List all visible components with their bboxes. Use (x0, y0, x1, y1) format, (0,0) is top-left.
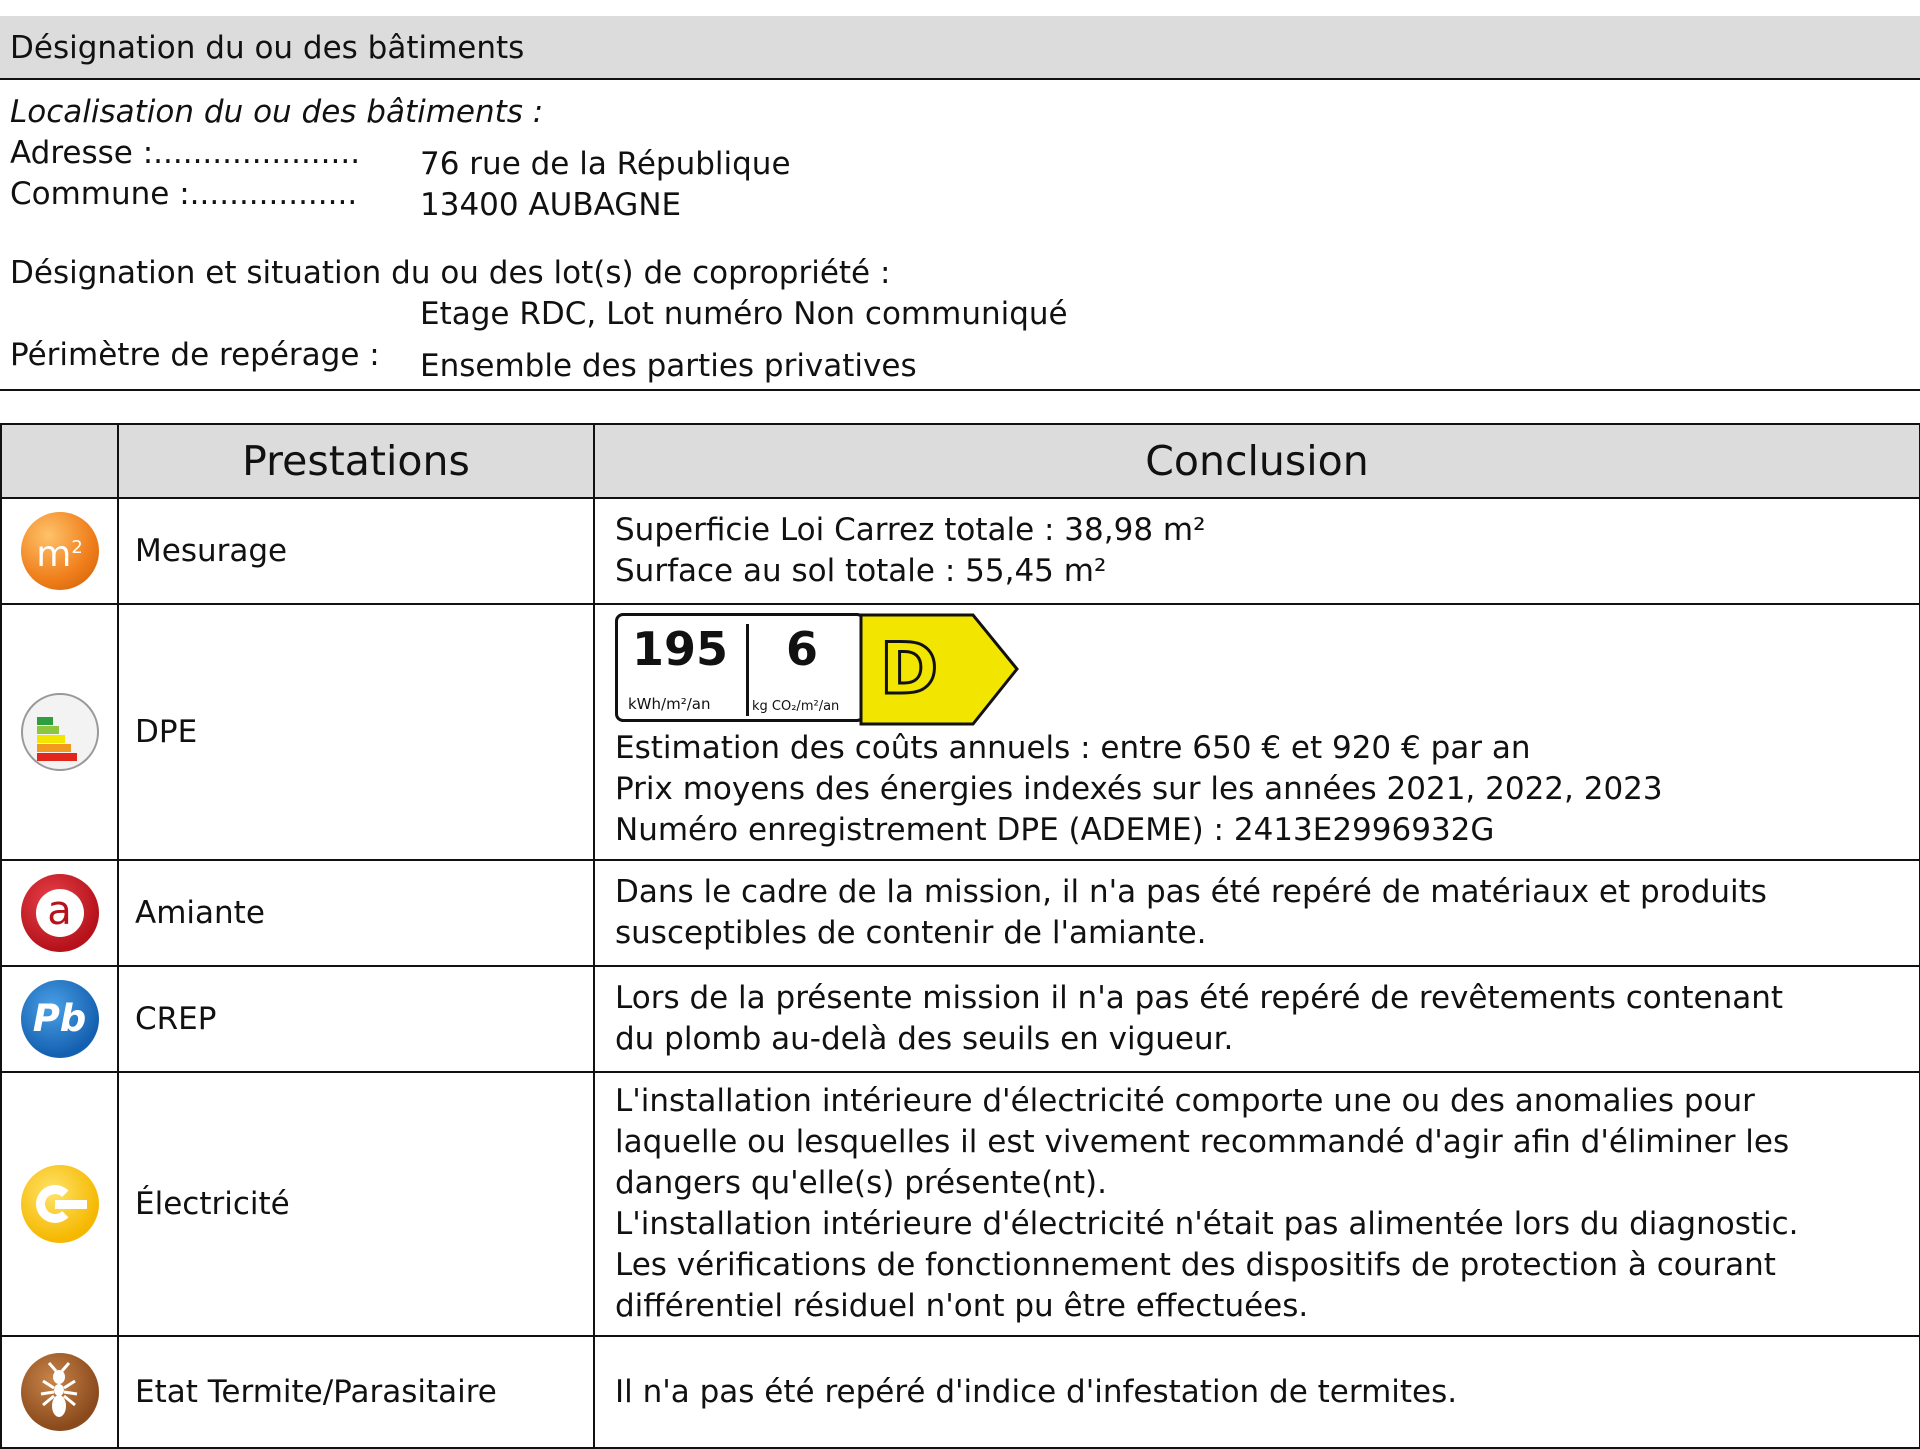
prestation-label: Électricité (118, 1072, 594, 1336)
commune-row (10, 174, 1068, 223)
table-header-row (1, 424, 1920, 498)
conclusion-cell (594, 1336, 1920, 1448)
conclusion-header: Conclusion (594, 424, 1920, 498)
conclusion-line: Superficie Loi Carrez totale : 38,98 m² (615, 512, 1206, 548)
conclusion-line: du plomb au-delà des seuils en vigueur. (615, 1021, 1234, 1057)
lead-icon: Pb (21, 980, 99, 1058)
conclusion-line: Lors de la présente mission il n'a pas été repéré de revêtements contenant (615, 980, 1784, 1016)
icon-column-header (1, 424, 118, 498)
prestations-header: Prestations (118, 424, 594, 498)
table-row (1, 966, 1920, 1072)
address-value: 76 rue de la République (420, 146, 791, 182)
conclusion-line: L'installation intérieure d'électricité comporte une ou des anomalies pour (615, 1083, 1755, 1119)
table-row (1, 498, 1920, 604)
conclusion-cell (594, 860, 1920, 966)
conclusion-cell (594, 604, 1920, 860)
lots-label: Désignation et situation du ou des lot(s) de copropriété : (10, 255, 891, 291)
perimeter-row (10, 335, 1068, 384)
conclusion-line: dangers qu'elle(s) présente(nt). (615, 1165, 1107, 1201)
energy-label-icon (21, 693, 99, 771)
conclusion-line: Il n'a pas été repéré d'indice d'infestation de termites. (615, 1373, 1458, 1410)
energy-class-letter: D (879, 628, 939, 710)
table-row (1, 1072, 1920, 1336)
electricity-plug-icon (21, 1165, 99, 1243)
location-heading: Localisation du ou des bâtiments : (10, 94, 544, 130)
prestation-label: Amiante (118, 860, 594, 966)
energy-consumption-value: 195 (632, 622, 729, 676)
conclusion-cell (594, 498, 1920, 604)
conclusion-line: L'installation intérieure d'électricité n'était pas alimentée lors du diagnostic. (615, 1206, 1799, 1242)
conclusion-cell (594, 966, 1920, 1072)
lots-value: Etage RDC, Lot numéro Non communiqué (420, 296, 1068, 332)
conclusion-line: différentiel résiduel n'ont pu être effectuées. (615, 1288, 1309, 1324)
address-row (10, 133, 1068, 182)
conclusion-line: laquelle ou lesquelles il est vivement recommandé d'agir afin d'éliminer les (615, 1124, 1790, 1160)
conclusion-line: Estimation des coûts annuels : entre 650 € et 920 € par an (615, 730, 1531, 766)
address-label: Adresse :..................... (10, 135, 361, 171)
conclusion-cell (594, 1072, 1920, 1336)
energy-class-badge (859, 613, 1021, 726)
prestation-label: CREP (118, 966, 594, 1072)
conclusion-line: Prix moyens des énergies indexés sur les années 2021, 2022, 2023 (615, 771, 1663, 807)
commune-label: Commune :................. (10, 176, 358, 212)
table-row (1, 1336, 1920, 1448)
dpe-label (615, 613, 1027, 726)
conclusion-line: Les vérifications de fonctionnement des dispositifs de protection à courant (615, 1247, 1776, 1283)
commune-value: 13400 AUBAGNE (420, 187, 682, 223)
prestation-label: Etat Termite/Parasitaire (118, 1336, 594, 1448)
section-divider (0, 389, 1920, 391)
termite-icon (21, 1353, 99, 1431)
location-block (10, 92, 1068, 384)
prestation-label: Mesurage (118, 498, 594, 604)
ghg-emission-unit: kg CO₂/m²/an (752, 699, 840, 714)
m2-icon: $m^2$ (21, 512, 99, 590)
dpe-values-box (615, 613, 865, 722)
energy-consumption-unit: kWh/m²/an (628, 695, 711, 713)
conclusion-line: Dans le cadre de la mission, il n'a pas été repéré de matériaux et produits (615, 874, 1767, 910)
diagnostics-table (0, 423, 1920, 1449)
conclusion-line: Surface au sol totale : 55,45 m² (615, 553, 1107, 589)
table-row (1, 860, 1920, 966)
perimeter-value: Ensemble des parties privatives (420, 348, 917, 384)
section-title: Désignation du ou des bâtiments (0, 16, 1920, 80)
ghg-emission-value: 6 (786, 622, 819, 676)
conclusion-line: Numéro enregistrement DPE (ADEME) : 2413E2996932G (615, 812, 1495, 848)
prestation-label: DPE (118, 604, 594, 860)
asbestos-icon: a (21, 874, 99, 952)
conclusion-line: susceptibles de contenir de l'amiante. (615, 915, 1207, 951)
table-row (1, 604, 1920, 860)
perimeter-label: Périmètre de repérage : (10, 337, 380, 373)
